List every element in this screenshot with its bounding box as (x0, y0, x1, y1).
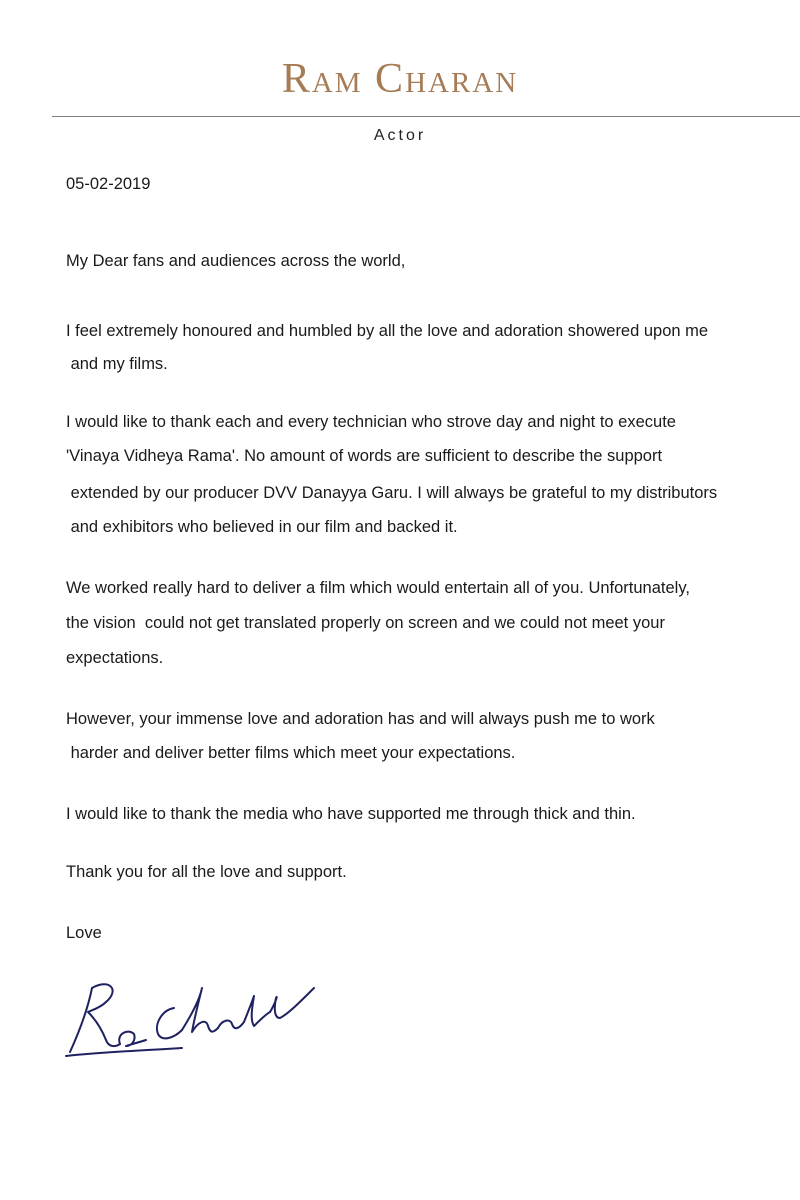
paragraph-3-line-2: the vision could not get translated properly on screen and we could not meet your (66, 614, 665, 632)
paragraph-3-line-1: We worked really hard to deliver a film which would entertain all of you. Unfortunately, (66, 579, 690, 597)
paragraph-2-line-4: and exhibitors who believed in our film and backed it. (66, 518, 458, 536)
letterhead-role: Actor (373, 127, 427, 144)
signature-stroke-a (119, 1032, 146, 1046)
signature-underline (66, 1048, 182, 1056)
paragraph-6-line-1: Thank you for all the love and support. (66, 863, 347, 881)
closing: Love (66, 924, 102, 942)
paragraph-2-line-3: extended by our producer DVV Danayya Garu. I will always be grateful to my distributors (66, 484, 718, 502)
signature-stroke-h (182, 988, 218, 1032)
paragraph-2-line-2: 'Vinaya Vidheya Rama'. No amount of words are sufficient to describe the support (66, 447, 663, 465)
letterhead-divider (52, 116, 800, 117)
signature-stroke-r-loop (88, 984, 120, 1046)
signature-stroke-c (157, 1008, 182, 1038)
letterhead-name: Ram Charan (281, 56, 519, 102)
paragraph-4-line-2: harder and deliver better films which meet your expectations. (66, 744, 516, 762)
signature-stroke-r (70, 988, 92, 1052)
paragraph-2-line-1: I would like to thank each and every technician who strove day and night to execute (66, 413, 676, 431)
paragraph-1-line-1: I feel extremely honoured and humbled by all the love and adoration showered upon me (66, 322, 709, 340)
signature-stroke-tail (270, 988, 314, 1018)
salutation: My Dear fans and audiences across the world, (66, 252, 406, 270)
signature-icon (62, 968, 332, 1064)
letter-date: 05-02-2019 (66, 175, 151, 193)
paragraph-1-line-2: and my films. (66, 355, 168, 373)
paragraph-3-line-3: expectations. (66, 649, 164, 667)
paragraph-5-line-1: I would like to thank the media who have supported me through thick and thin. (66, 805, 636, 823)
paragraph-4-line-1: However, your immense love and adoration has and will always push me to work (66, 710, 655, 728)
signature-stroke-a2 (218, 996, 270, 1028)
